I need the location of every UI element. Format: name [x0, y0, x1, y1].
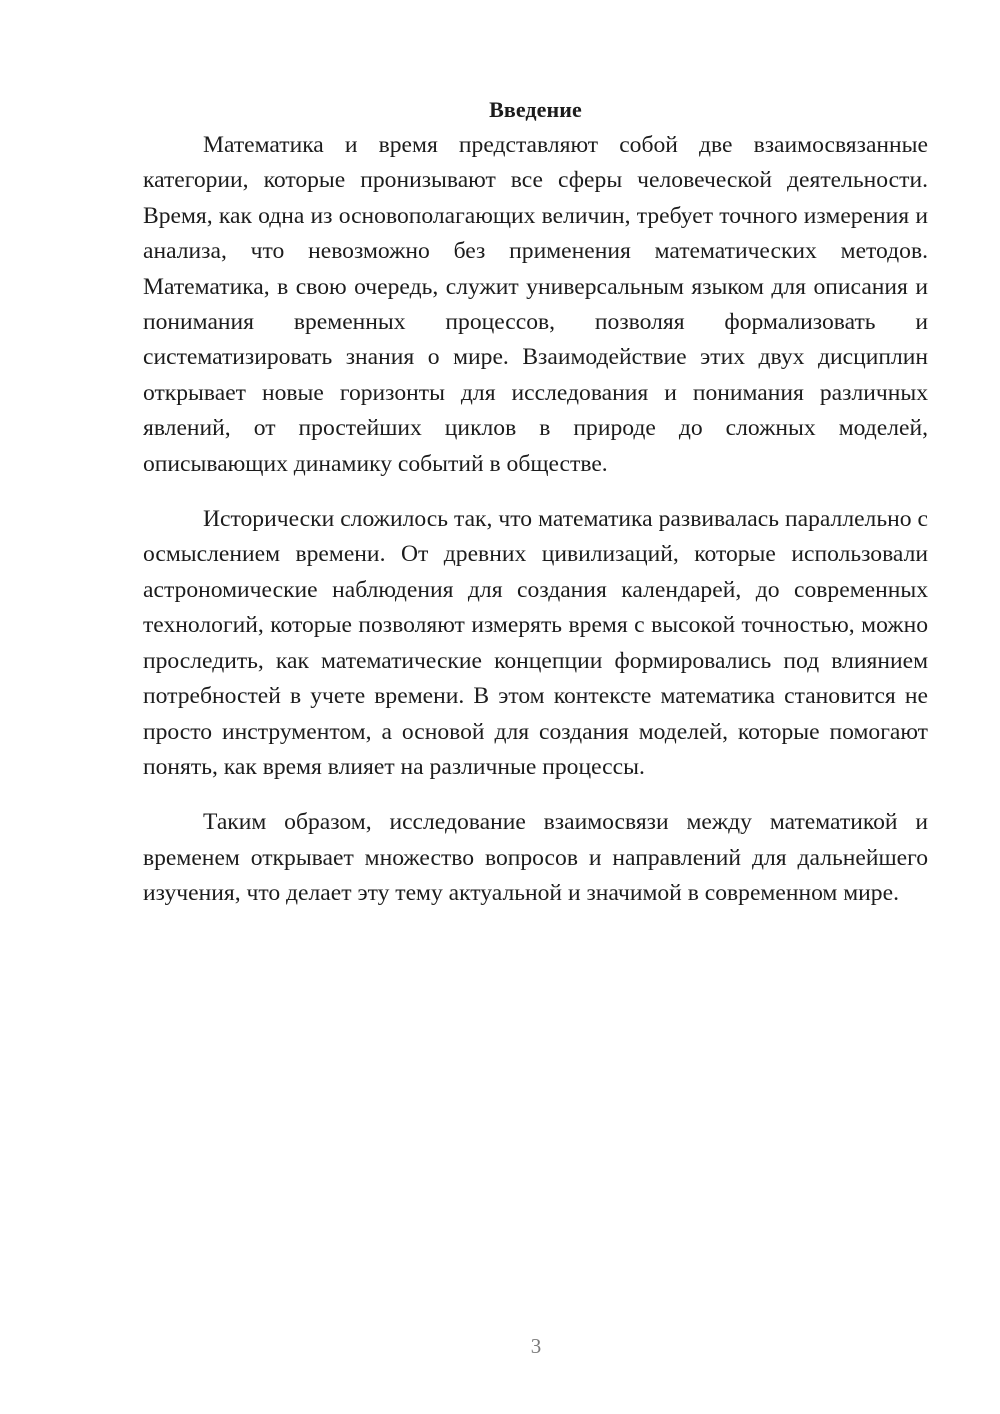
- page-content: [143, 94, 928, 932]
- paragraph-3: Таким образом, исследование взаимосвязи между математикой и временем открывает множество вопросов и направлений для дальнейшего изучения, что делает эту тему актуальной и значимой в современном мире.: [143, 809, 928, 907]
- section-heading: Введение: [489, 97, 582, 122]
- paragraph-1: Математика и время представляют собой две взаимосвязанные категории, которые пронизывают все сферы человеческой деятельности. Время, как одна из основополагающих величин, требует точного измерения и анализа, что невозможно без применения математических методов. Математика, в свою очередь, служит универсальным языком для описания и понимания временных процессов, позволяя формализовать и систематизировать знания о мире. Взаимодействие этих двух дисциплин открывает новые горизонты для исследования и понимания различных явлений, от простейших циклов в природе до сложных моделей, описывающих динамику событий в обществе.: [143, 132, 928, 477]
- page-number: 3: [530, 1334, 542, 1358]
- paragraph-2: Исторически сложилось так, что математика развивалась параллельно с осмыслением времени. От древних цивилизаций, которые использовали астрономические наблюдения для создания календарей, до современных технологий, которые позволяют измерять время с высокой точностью, можно проследить, как математические концепции формировались под влиянием потребностей в учете времени. В этом контексте математика становится не просто инструментом, а основой для создания моделей, которые помогают понять, как время влияет на различные процессы.: [143, 506, 928, 780]
